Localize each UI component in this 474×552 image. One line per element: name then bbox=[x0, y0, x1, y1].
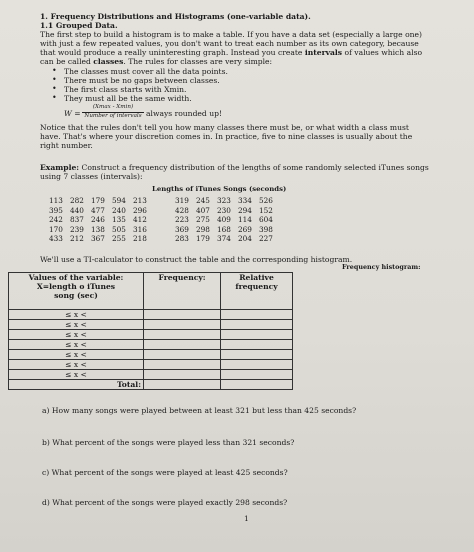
formula-numerator: (Xmax - Xmin) bbox=[92, 104, 134, 110]
data-row: 170 239 138 505 316 bbox=[49, 224, 147, 234]
relative-frequency-cell[interactable] bbox=[221, 340, 293, 350]
class-interval-cell[interactable]: ≤ x < bbox=[9, 310, 144, 320]
class-interval-cell[interactable]: ≤ x < bbox=[9, 360, 144, 370]
table-row bbox=[9, 320, 293, 330]
bullet-icon: • bbox=[52, 84, 57, 93]
relative-frequency-cell[interactable] bbox=[221, 310, 293, 320]
relative-frequency-total-cell[interactable] bbox=[221, 380, 293, 390]
table-row bbox=[9, 340, 293, 350]
formula-denominator: Number of intervals bbox=[84, 113, 142, 119]
class-interval-cell[interactable]: ≤ x < bbox=[9, 370, 144, 380]
data-row: 223 275 409 114 604 bbox=[175, 215, 273, 225]
class-interval-cell[interactable]: ≤ x < bbox=[9, 350, 144, 360]
class-interval-cell[interactable]: ≤ x < bbox=[9, 320, 144, 330]
frequency-cell[interactable] bbox=[144, 340, 221, 350]
data-row: 319 245 323 334 526 bbox=[175, 196, 273, 205]
question-d: d) What percent of the songs were played exactly 298 seconds? bbox=[42, 498, 288, 507]
calculator-instruction: We'll use a TI-calculator to construct the table and the corresponding histogram. bbox=[40, 255, 353, 264]
rule-item: They must all be the same width. bbox=[64, 94, 192, 103]
data-grid-right bbox=[175, 196, 280, 244]
question-a: a) How many songs were played between at least 321 but less than 425 seconds? bbox=[42, 406, 357, 415]
frequency-cell[interactable] bbox=[144, 370, 221, 380]
table-total-row bbox=[9, 380, 293, 390]
relative-frequency-cell[interactable] bbox=[221, 360, 293, 370]
header-relative-frequency: Relative frequency bbox=[221, 273, 293, 310]
question-b: b) What percent of the songs were played less than 321 seconds? bbox=[42, 438, 295, 447]
frequency-total-cell[interactable] bbox=[144, 380, 221, 390]
header-frequency: Frequency: bbox=[144, 273, 221, 310]
frequency-cell[interactable] bbox=[144, 320, 221, 330]
intro-line-3: that would produce a really uninteresting graph. Instead you create intervals of values which also bbox=[40, 48, 423, 57]
class-interval-cell[interactable]: ≤ x < bbox=[9, 330, 144, 340]
table-row bbox=[9, 330, 293, 340]
frequency-cell[interactable] bbox=[144, 330, 221, 340]
rule-item: There must be no gaps between classes. bbox=[64, 76, 220, 85]
header-values-of-variable: Values of the variable: X=length o iTunes song (sec) bbox=[9, 273, 144, 310]
rule-item: The first class starts with Xmin. bbox=[64, 85, 187, 94]
rule-item: The classes must cover all the data points. bbox=[64, 67, 228, 76]
frequency-table bbox=[8, 272, 293, 390]
subsection-heading: 1.1 Grouped Data. bbox=[40, 21, 118, 30]
bullet-icon: • bbox=[52, 66, 57, 75]
data-grid-left bbox=[49, 196, 154, 244]
data-row: 242 837 246 135 412 bbox=[49, 215, 147, 225]
formula-suffix: always rounded up! bbox=[146, 109, 223, 118]
histogram-label: Frequency histogram: bbox=[342, 263, 421, 271]
bullet-icon: • bbox=[52, 75, 57, 84]
data-row: 113 282 179 594 213 bbox=[49, 196, 147, 205]
relative-frequency-cell[interactable] bbox=[221, 330, 293, 340]
intro-line-1: The first step to build a histogram is to make a table. If you have a data set (especially a large one) bbox=[40, 30, 422, 39]
intro-line-2: with just a few repeated values, you don't want to treat each number as its own category, because bbox=[40, 39, 419, 48]
example-line-2: using 7 classes (intervals): bbox=[40, 172, 143, 181]
data-row: 395 440 477 240 296 bbox=[49, 205, 147, 215]
section-heading: 1. Frequency Distributions and Histograms (one-variable data). bbox=[40, 12, 311, 21]
table-row bbox=[9, 310, 293, 320]
table-header-row bbox=[9, 273, 293, 310]
frequency-cell[interactable] bbox=[144, 310, 221, 320]
table-row bbox=[9, 350, 293, 360]
question-c: c) What percent of the songs were played at least 425 seconds? bbox=[42, 468, 288, 477]
total-label: Total: bbox=[9, 380, 144, 390]
data-row: 433 212 367 255 218 bbox=[49, 234, 147, 244]
data-row: 369 298 168 269 398 bbox=[175, 224, 273, 234]
formula-lhs: W = bbox=[64, 109, 81, 118]
notice-line-1: Notice that the rules don't tell you how many classes there must be, or what width a class must bbox=[40, 123, 409, 132]
data-table-title: Lengths of iTunes Songs (seconds) bbox=[152, 185, 287, 193]
data-row: 428 407 230 294 152 bbox=[175, 205, 273, 215]
notice-line-3: right number. bbox=[40, 141, 93, 150]
relative-frequency-cell[interactable] bbox=[221, 350, 293, 360]
frequency-cell[interactable] bbox=[144, 360, 221, 370]
table-row bbox=[9, 370, 293, 380]
data-row: 283 179 374 204 227 bbox=[175, 234, 273, 244]
table-row bbox=[9, 360, 293, 370]
class-interval-cell[interactable]: ≤ x < bbox=[9, 340, 144, 350]
relative-frequency-cell[interactable] bbox=[221, 320, 293, 330]
frequency-cell[interactable] bbox=[144, 350, 221, 360]
intro-line-4: can be called classes. The rules for classes are very simple: bbox=[40, 57, 273, 66]
relative-frequency-cell[interactable] bbox=[221, 370, 293, 380]
bullet-icon: • bbox=[52, 93, 57, 102]
notice-line-2: have. That's where your discretion comes in. In practice, five to nine classes is usually about the bbox=[40, 132, 413, 141]
example-line-1: Example: Construct a frequency distribution of the lengths of some randomly selected iTunes songs bbox=[40, 163, 429, 172]
page-number: 1 bbox=[244, 514, 249, 523]
